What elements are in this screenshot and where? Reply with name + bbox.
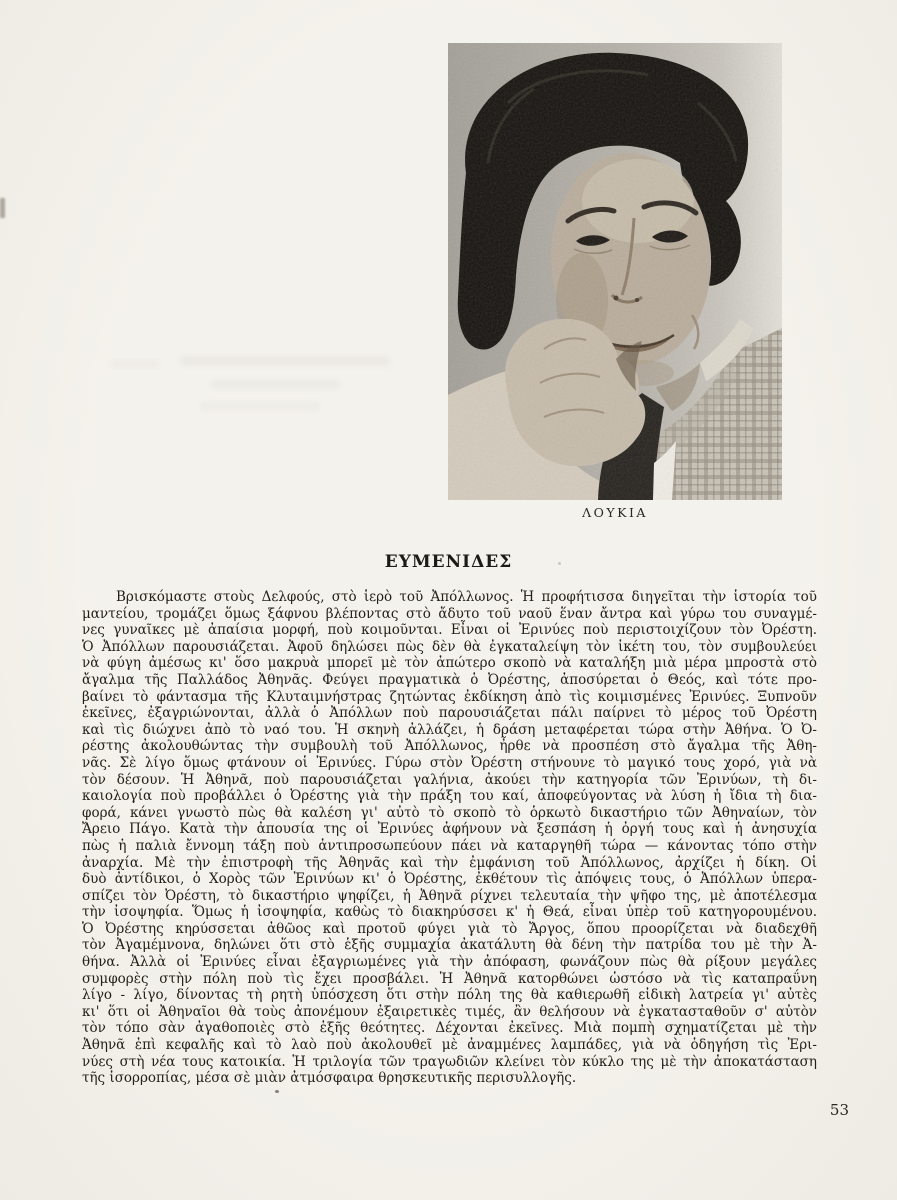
text-line: λίγο - λίγο, δίνοντας τὴ ρητὴ ὑπόσχεση ὅτι στὴν πόλη της θὰ καθιερωθῆ εἰδικὴ λατρεία γι' αὐτὲς [82, 987, 817, 1004]
text-line: ρέστης ἀκολουθώντας τὴν συμβουλὴ τοῦ Ἀπόλλωνος, ἦρθε νὰ προσπέση στὸ ἄγαλμα τῆς Ἀθη- [82, 738, 817, 755]
text-line: δυὸ ἀντίδικοι, ὁ Χορὸς τῶν Ἐρινύων κι' ὁ Ὀρέστης, ἐκθέτουν τὶς ἀπόψεις τους, ὁ Ἀπόλλων ὑπερα- [82, 871, 817, 888]
text-line: νὰ φύγη ἀμέσως κι' ὅσο μακρυὰ μπορεῖ μὲ τὸν ἀπώτερο σκοπὸ νὰ καταλήξη μιὰ μέρα μπροστὰ στὸ [82, 655, 817, 672]
text-line: τῆς ἰσορροπίας, μέσα σὲ μιὰν ἀτμόσφαιρα θρησκευτικῆς περισυλλογῆς. [82, 1070, 577, 1087]
text-line: φορά, κάνει γνωστὸ πὼς θὰ καλέση γι' αὐτὸ τὸ σκοπὸ τὸ ὁρκωτὸ δικαστήριο τῶν Ἀθηναίων, τὸν [82, 804, 817, 821]
portrait-photo-graphic [448, 43, 782, 500]
text-line: Ἄρειο Πάγο. Κατὰ τὴν ἀπουσία της οἱ Ἐρινύες ἀφήνουν νὰ ξεσπάση ἡ ὀργή τους καὶ ἡ ἀνησυχία [82, 821, 817, 838]
text-line: Ὁ Ἀπόλλων παρουσιάζεται. Ἀφοῦ δηλώσει πὼς δὲν θὰ ἐγκαταλείψη τὸν ἱκέτη του, τὸν συμβουλεύει [82, 638, 817, 655]
photo-caption: ΛΟΥΚΙΑ [582, 505, 648, 520]
text-line: πὼς ἡ παλιὰ ἔννομη τάξη ποὺ ἀντιπροσωπεύουν πάει νὰ καταργηθῆ τώρα — κάνοντας τόπο στὴν [82, 837, 817, 854]
text-line: νύες στὴ νέα τους κατοικία. Ἡ τριλογία τῶν τραγωδιῶν κλείνει τὸν κύκλο της μὲ τὴν ἀποκατάσταση [82, 1053, 817, 1070]
text-line: βαίνει τὸ φάντασμα τῆς Κλυταιμνήστρας ζητώντας ἐκδίκηση ἀπὸ τὶς κοιμισμένες Ἐρινύες. Ξυπνοῦν [82, 688, 817, 705]
text-line: τὸν Ἀγαμέμνονα, δηλώνει ὅτι στὸ ἑξῆς συμμαχία ἀκατάλυτη θὰ δένη τὴν πατρίδα του μὲ τὴν Ἀ- [82, 937, 817, 954]
text-line: νᾶς. Σὲ λίγο ὅμως φτάνουν οἱ Ἐρινύες. Γύρω στὸν Ὀρέστη στήνουνε τὸ μαγικό τους χορό, γιὰ νὰ [82, 754, 817, 771]
text-line: συμφορὲς στὴν πόλη ποὺ τὶς ἔχει προσβάλει. Ἡ Ἀθηνᾶ κατορθώνει ὡστόσο νὰ τὶς καταπραΰνη [82, 970, 817, 987]
page-number: 53 [829, 1101, 849, 1119]
text-line: ἀναρχία. Μὲ τὴν ἐπιστροφὴ τῆς Ἀθηνᾶς καὶ τὴν ἐμφάνιση τοῦ Ἀπόλλωνος, ἀρχίζει ἡ δίκη. Οἱ [82, 854, 817, 871]
ink-speck [275, 1090, 279, 1093]
text-line: θήνα. Ἀλλὰ οἱ Ἐρινύες εἶναι ἐξαγριωμένες γιὰ τὴν ἀπόφαση, φωνάζουν πὼς θὰ ρίξουν μεγάλες [82, 954, 817, 971]
text-line: μαντείου, τρομάζει ὅμως ξάφνου βλέποντας στὸ ἄδυτο τοῦ ναοῦ ἕναν ἄντρα καὶ γύρω του συναγμέ- [82, 605, 817, 622]
text-line: ἐκεῖνες, ἐξαγριώνονται, ἀλλὰ ὁ Ἀπόλλων ποὺ παρουσιάζεται πάλι παίρνει τὸ μέρος τοῦ Ὀρέστη [82, 705, 817, 722]
text-line: τὴν ἰσοψηφία. Ὅμως ἡ ἰσοψηφία, καθὼς τὸ διακηρύσσει κ' ἡ Θεά, εἶναι ὑπὲρ τοῦ κατηγορουμένου. [82, 904, 817, 921]
text-line: καιολογία ποὺ προβάλλει ὁ Ὀρέστης γιὰ τὴν πράξη του καί, ἀποφεύγοντας νὰ λύση ἡ ἴδια τὴ δια- [82, 788, 817, 805]
body-text [82, 589, 817, 1087]
page-title: ΕΥΜΕΝΙΔΕΣ [384, 552, 513, 572]
text-line: τὸν τόπο σὰν ἀγαθοποιὲς στὸ ἑξῆς θεότητες. Δέχονται ἐκεῖνες. Μιὰ πομπὴ σχηματίζεται μὲ τὴν [82, 1020, 817, 1037]
portrait-photo [448, 43, 782, 500]
text-line: ἄγαλμα τῆς Παλλάδος Ἀθηνᾶς. Φεύγει πραγματικὰ ὁ Ὀρέστης, ἀποσύρεται ὁ Θεός, καὶ τότε προ- [82, 671, 817, 688]
text-line: Ὁ Ὀρέστης κηρύσσεται ἀθῶος καὶ προτοῦ φύγει γιὰ τὸ Ἄργος, ὅπου προορίζεται νὰ διαδεχθῆ [82, 920, 817, 937]
text-line: τὸν δέσουν. Ἡ Ἀθηνᾶ, ποὺ παρουσιάζεται γαλήνια, ἀκούει τὴν κατηγορία τῶν Ἐρινύων, τὴ δι- [82, 771, 817, 788]
scan-edge-mark [0, 198, 5, 218]
text-line: καὶ τὶς διώχνει ἀπὸ τὸ ναό του. Ἡ σκηνὴ ἀλλάζει, ἡ δράση μεταφέρεται τώρα στὴν Ἀθήνα. Ὁ Ὀ- [82, 721, 817, 738]
text-line: Βρισκόμαστε στοὺς Δελφούς, στὸ ἱερὸ τοῦ Ἀπόλλωνος. Ἡ προφήτισσα διηγεῖται τὴν ἱστορία τοῦ [116, 589, 817, 605]
text-line: νες γυναῖκες μὲ ἀπαίσια μορφή, ποὺ κοιμοῦνται. Εἶναι οἱ Ἐρινύες ποὺ περιστοιχίζουν τὸν Ὀρέστη. [82, 622, 817, 639]
text-line: σπίζει τὸν Ὀρέστη, τὸ δικαστήριο ψηφίζει, ἡ Ἀθηνᾶ ρίχνει τελευταία τὴν ψῆφο της, μὲ ἀποτέλεσμα [82, 887, 817, 904]
text-line: κι' ὅτι οἱ Ἀθηναῖοι θὰ τοὺς ἀπονέμουν ἐξαιρετικὲς τιμές, ἂν θελήσουν νὰ ἐγκατασταθοῦν σ' αὐτὸν [82, 1003, 817, 1020]
text-line: Ἀθηνᾶ ἐπὶ κεφαλῆς καὶ τὸ λαὸ ποὺ ἀκολουθεῖ μὲ ἀναμμένες λαμπάδες, γιὰ νὰ ὁδηγήση τὶς Ἐρι- [82, 1037, 817, 1054]
